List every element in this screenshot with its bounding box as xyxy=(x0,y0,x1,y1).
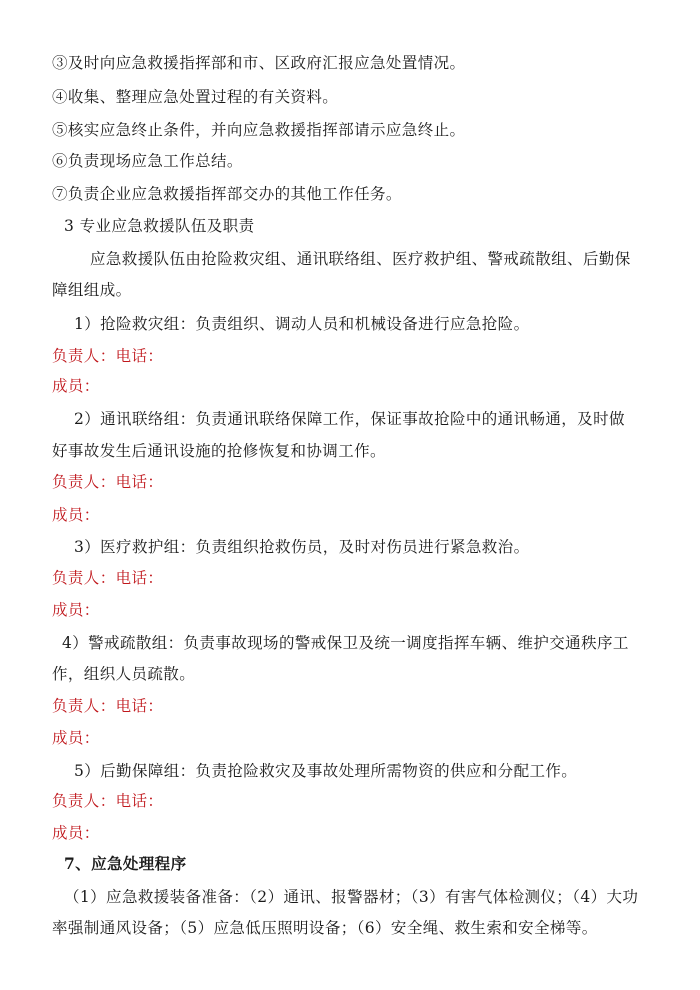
team-logistics-contact: 负责人：电话： xyxy=(52,792,164,810)
team-logistics-duty: 5）后勤保障组：负责抢险救灾及事故处理所需物资的供应和分配工作。 xyxy=(74,762,578,780)
duty-item-3: ③及时向应急救援指挥部和市、区政府汇报应急处置情况。 xyxy=(52,54,466,72)
team-medical-duty: 3）医疗救护组：负责组织抢救伤员，及时对伤员进行紧急救治。 xyxy=(74,538,530,556)
equipment-line-2: 率强制通风设备；（5）应急低压照明设备；（6）安全绳、救生索和安全梯等。 xyxy=(52,919,598,937)
duty-item-5: ⑤核实应急终止条件，并向应急救援指挥部请示应急终止。 xyxy=(52,121,466,139)
section-7-heading: 7、应急处理程序 xyxy=(64,854,187,873)
duty-item-4: ④收集、整理应急处置过程的有关资料。 xyxy=(52,88,339,106)
duty-item-7: ⑦负责企业应急救援指挥部交办的其他工作任务。 xyxy=(52,185,402,203)
team-guard-contact: 负责人：电话： xyxy=(52,697,164,715)
section-3-heading: 3 专业应急救援队伍及职责 xyxy=(64,217,255,235)
team-guard-members: 成员： xyxy=(52,729,100,747)
team-comm-members: 成员： xyxy=(52,506,100,524)
team-logistics-members: 成员： xyxy=(52,824,100,842)
team-comm-duty-line-1: 2）通讯联络组：负责通讯联络保障工作，保证事故抢险中的通讯畅通，及时做 xyxy=(74,410,625,428)
team-comm-contact: 负责人：电话： xyxy=(52,473,164,491)
team-comm-duty-line-2: 好事故发生后通讯设施的抢修恢复和协调工作。 xyxy=(52,442,386,460)
team-medical-members: 成员： xyxy=(52,601,100,619)
team-rescue-duty: 1）抢险救灾组：负责组织、调动人员和机械设备进行应急抢险。 xyxy=(74,315,530,333)
team-rescue-contact: 负责人：电话： xyxy=(52,347,164,365)
team-intro-line-1: 应急救援队伍由抢险救灾组、通讯联络组、医疗救护组、警戒疏散组、后勤保 xyxy=(90,250,631,268)
team-medical-contact: 负责人：电话： xyxy=(52,569,164,587)
equipment-line-1: （1）应急救援装备准备：（2）通讯、报警器材；（3）有害气体检测仪；（4）大功 xyxy=(64,888,639,906)
team-guard-duty-line-2: 作，组织人员疏散。 xyxy=(52,665,196,683)
duty-item-6: ⑥负责现场应急工作总结。 xyxy=(52,152,243,170)
team-intro-line-2: 障组组成。 xyxy=(52,281,132,299)
team-rescue-members: 成员： xyxy=(52,377,100,395)
team-guard-duty-line-1: 4）警戒疏散组：负责事故现场的警戒保卫及统一调度指挥车辆、维护交通秩序工 xyxy=(62,634,629,652)
